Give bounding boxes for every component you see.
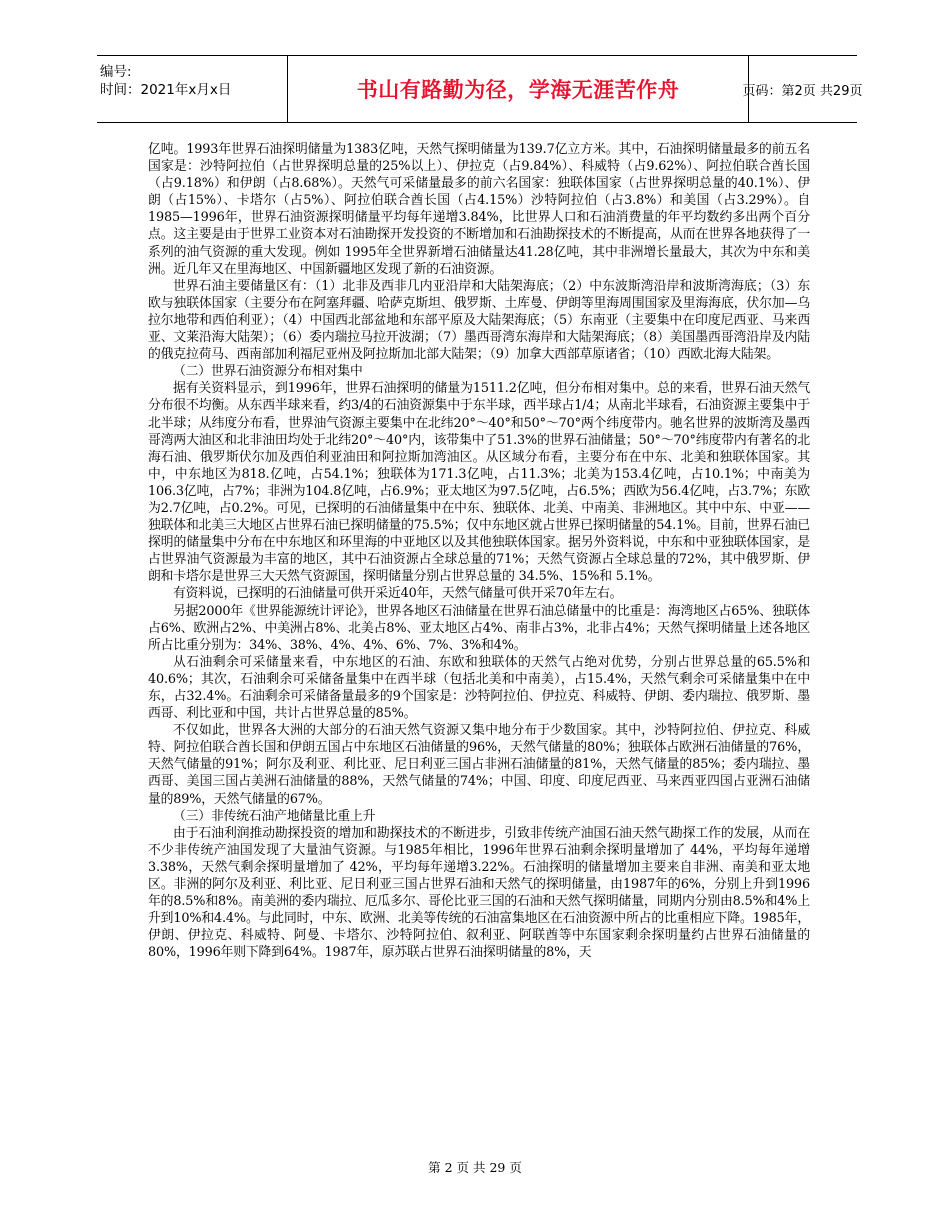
- document-time-label: 时间：2021年x月x日: [100, 82, 232, 98]
- paragraph: 另据2000年《世界能源统计评论》，世界各地区石油储量在世界石油总储量中的比重是：海湾地区占65%、独联体占6%、欧洲占2%、中美洲占8%、北美占8%、亚太地区占4%、南非占3%，北非占4%；天然气探明储量上述各地区所占比重分别为：34%、38%、4%、4%、6%、7%、3%和4%。: [148, 603, 810, 653]
- paragraph: 不仅如此，世界各大洲的大部分的石油天然气资源又集中地分布于少数国家。其中，沙特阿拉伯、伊拉克、科威特、阿拉伯联合酋长国和伊朗五国占中东地区石油储量的96%，天然气储量的80%；独联体占欧洲石油储量的76%，天然气储量的91%；阿尔及利亚、利比亚、尼日利亚三国占非洲石油储量的81%，天然气储量的85%；委内瑞拉、墨西哥、美国三国占美洲石油储量的88%，天然气储量的74%；中国、印度、印度尼西亚、马来西亚四国占亚洲石油储量的89%，天然气储量的67%。: [148, 723, 810, 807]
- paragraph: 亿吨。1993年世界石油探明储量为1383亿吨，天然气探明储量为139.7亿立方米。其中，石油探明储量最多的前五名国家是：沙特阿拉伯（占世界探明总量的25%以上）、伊拉克（占9.84%）、科威特（占9.62%）、阿拉伯联合酋长国（占9.18%）和伊朗（占8.68%）。天然气可采储量最多的前六名国家：独联体国家（占世界探明总量的40.1%）、伊朗（占15%）、卡塔尔（占5%）、阿拉伯联合酋长国（占4.15%）沙特阿拉伯（占3.8%）和美国（占3.29%）。自1985—1996年，世界石油资源探明储量平均每年递增3.84%，比世界人口和石油消费量的年平均数约多出两个百分点。这主要是由于世界工业资本对石油勘探开发投资的不断增加和石油勘探技术的不断提高，从而在世界各地获得了一系列的油气资源的重大发现。例如 1995年全世界新增石油储量达41.28亿吨，其中非洲增长量最大，其次为中东和美洲。近几年又在里海地区、中国新疆地区发现了新的石油资源。: [148, 142, 810, 277]
- paragraph: 世界石油主要储量区有：（1）北非及西非几内亚沿岸和大陆架海底；（2）中东波斯湾沿岸和波斯湾海底；（3）东欧与独联体国家（主要分布在阿塞拜疆、哈萨克斯坦、俄罗斯、土库曼、伊朗等里海周围国家及里海海底，伏尔加—乌拉尔地带和西伯利亚）；（4）中国西北部盆地和东部平原及大陆架海底；（5）东南亚（主要集中在印度尼西亚、马来西亚、文莱沿海大陆架）；（6）委内瑞拉马拉开波湖；（7）墨西哥湾东海岸和大陆架海底；（8）美国墨西哥湾沿岸及内陆的俄克拉荷马、西南部加利福尼亚州及阿拉斯加北部大陆架；（9）加拿大西部草原诸省；（10）西欧北海大陆架。: [148, 278, 810, 363]
- header-motto: 书山有路勤为径，学海无涯苦作舟: [356, 78, 680, 102]
- paragraph: （二）世界石油资源分布相对集中: [173, 364, 363, 380]
- page-footer: 第 2 页 共 29 页: [428, 1160, 522, 1175]
- page-header: [97, 55, 863, 123]
- header-motto-cell: [287, 56, 749, 122]
- header-page-number: 页码：第2页 共29页: [742, 83, 863, 99]
- paragraph: 有资料说，已探明的石油储量可供开采近40年，天然气储量可供开采70年左右。: [173, 586, 623, 602]
- paragraph: 由于石油利润推动勘探投资的增加和勘探技术的不断进步，引致非传统产油国石油天然气勘探工作的发展，从而在不少非传统产油国发现了大量油气资源。与1985年相比，1996年世界石油剩余探明量增加了 44%，平均每年递增 3.38%，天然气剩余探明量增加了 42%，平均每年递增3.22%。石油探明的储量增加主要来自非洲、南美和亚太地区。非洲的阿尔及利亚、利比亚、尼日利亚三国占世界石油和天然气的探明储量，由1987年的6%，分别上升到1996年的8.5%和8%。南美洲的委内瑞拉、厄瓜多尔、哥伦比亚三国的石油和天然气探明储量，同期内分别由8.5%和4%上升到10%和4.4%。与此同时，中东、欧洲、北美等传统的石油富集地区在石油资源中所占的比重相应下降。1985年，伊朗、伊拉克、科威特、阿曼、卡塔尔、沙特阿拉伯、叙利亚、阿联酋等中东国家剩余探明量约占世界石油储量的80%，1996年则下降到64%。1987年，原苏联占世界石油探明储量的8%，天: [148, 825, 810, 961]
- document-number-label: 编号:: [100, 64, 132, 80]
- paragraph: 从石油剩余可采储量来看，中东地区的石油、东欧和独联体的天然气占绝对优势，分别占世界总量的65.5%和40.6%；其次，石油剩余可采储备量集中在西半球（包括北美和中南美），占15.4%，天然气剩余可采储量集中在中东，占32.4%。石油剩余可采储备量最多的9个国家是：沙特阿拉伯、伊拉克、科威特、伊朗、委内瑞拉、俄罗斯、墨西哥、利比亚和中国，共计占世界总量的85%。: [148, 654, 810, 722]
- paragraph: （三）非传统石油产地储量比重上升: [173, 808, 376, 824]
- document-body: [148, 141, 810, 962]
- paragraph: 据有关资料显示，到1996年，世界石油探明的储量为1511.2亿吨，但分布相对集中。总的来看，世界石油天然气分布很不均衡。从东西半球来看，约3/4的石油资源集中于东半球，西半球占1/4；从南北半球看，石油资源主要集中于北半球；从纬度分布看，世界油气资源主要集中在北纬20°～40°和50°～70°两个纬度带内。驰名世界的波斯湾及墨西哥湾两大油区和北非油田均处于北纬20°～40°内，该带集中了51.3%的世界石油储量；50°～70°纬度带内有著名的北海石油、俄罗斯伏尔加及西伯利亚油田和阿拉斯加湾油区。从区域分布看，主要分布在中东、北美和独联体国家。其中，中东地区为818.亿吨，占54.1%；独联体为171.3亿吨，占11.3%；北美为153.4亿吨，占10.1%；中南美为106.3亿吨，占7%；非洲为104.8亿吨，占6.9%；亚太地区为97.5亿吨，占6.5%；西欧为56.4亿吨，占3.7%；东欧为2.7亿吨，占0.2%。可见，已探明的石油储量集中在中东、独联体、北美、中南美、非洲地区。其中中东、中亚——独联体和北美三大地区占世界石油已探明储量的75.5%；仅中东地区就占世界已探明储量的54.1%。目前，世界石油已探明的储量集中分布在中东地区和环里海的中亚地区以及其他独联体国家。据另外资料说，中东和中亚独联体国家，是占世界油气资源最为丰富的地区，其中石油资源占全球总量的71%；天然气资源占全球总量的72%，其中俄罗斯、伊朗和卡塔尔是世界三大天然气资源国，探明储量分别占世界总量的 34.5%、15%和 5.1%。: [148, 381, 810, 585]
- header-meta: [97, 56, 287, 122]
